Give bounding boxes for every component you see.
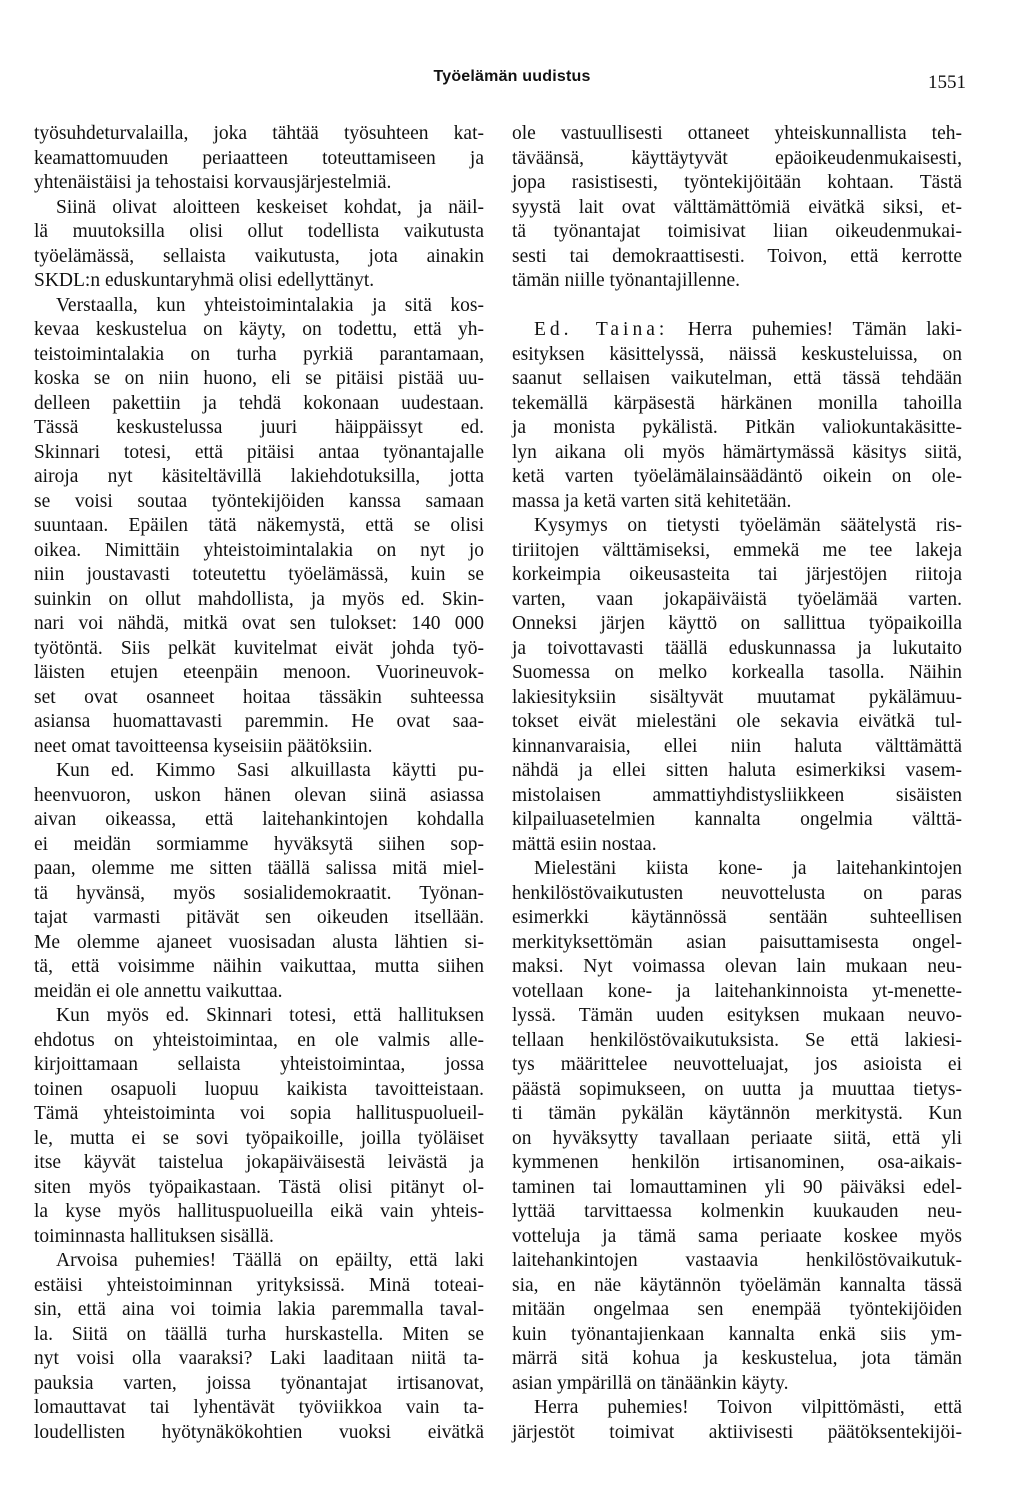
text-line: lyn aikana oli myös hämärtymässä käsitys siitä, xyxy=(512,441,962,463)
text-line: korkeimpia oikeusasteita tai järjestöjen riitoja xyxy=(512,564,962,585)
text-line: Kun ed. Kimmo Sasi alkuillasta käytti pu- xyxy=(56,760,484,781)
text-line: Suomessa on melko korkealla tasolla. Näihin xyxy=(512,662,962,683)
text-line: tokset eivät mielestäni ole sekavia eivätkä tul- xyxy=(512,711,962,732)
text-line: Me olemme ajaneet vuosisadan alusta lähtien si- xyxy=(34,931,484,953)
text-line: tekemällä kärpäsestä härkänen monilla tahoilla xyxy=(512,392,962,414)
text-line: lakiesityksiin sisältyvät muutamat pykälämuu- xyxy=(512,686,962,708)
text-line: tämän niille työnantajillenne. xyxy=(512,270,740,291)
text-line: työsuhdeturvalailla, joka tähtää työsuhteen kat- xyxy=(34,123,484,144)
text-line: SKDL:n eduskuntaryhmä olisi edellyttänyt. xyxy=(34,270,375,291)
text-line: mättä esiin nostaa. xyxy=(512,833,657,855)
text-line: märrä sitä kohua ja keskustelua, jota tämän xyxy=(512,1348,962,1369)
right-column xyxy=(512,122,962,1445)
text-line: ehdotus on yhteistoimintaa, en ole valmis alle- xyxy=(34,1029,484,1051)
paragraph xyxy=(512,318,962,514)
text-line: ja monista pykälistä. Pitkän valiokuntakäsitte- xyxy=(512,417,962,438)
text-line: Tässä keskustelussa juuri häippäissyt ed. xyxy=(34,417,484,438)
text-line: aivan oikeassa, että laitehankintojen kohdalla xyxy=(34,809,484,830)
text-line: suuntaan. Epäilen tätä näkemystä, että se olisi xyxy=(34,515,484,536)
text-line: syystä lait ovat välttämättömiä eivätkä siksi, et- xyxy=(512,196,962,218)
text-line: taminen tai lomauttaminen yli 90 päiväksi edel- xyxy=(512,1176,962,1198)
text-line: Skinnari totesi, että pitäisi antaa työnantajalle xyxy=(34,441,484,463)
text-line: Kysymys on tietysti työelämän säätelystä ris- xyxy=(534,515,962,536)
text-line: tiriitojen välttämiseksi, emmekä me tee lakeja xyxy=(512,539,962,561)
text-line: lä muutoksilla olisi ollut todellista vaikutusta xyxy=(34,221,484,242)
paragraph xyxy=(34,1249,484,1445)
text-line: lyssä. Tämän uuden esityksen mukaan neuvo- xyxy=(512,1005,962,1026)
paragraph xyxy=(512,122,962,294)
text-line: ti tämän pykälän käytännön merkitystä. Kun xyxy=(512,1103,962,1124)
text-line: koska se on niin huono, eli se pitäisi pistää uu- xyxy=(34,368,484,389)
text-line: läisten etujen eteenpäin menoon. Vuorineuvok- xyxy=(34,662,484,683)
text-line: heenvuoron, uskon hänen olevan siinä asiassa xyxy=(34,784,484,806)
paragraph xyxy=(34,759,484,1004)
text-line: Arvoisa puhemies! Täällä on epäilty, että laki xyxy=(56,1250,484,1271)
text-line: Herra puhemies! Toivon vilpittömästi, että xyxy=(534,1397,962,1418)
text-line: työelämässä, sellaista vaikutusta, jota ainakin xyxy=(34,245,484,267)
text-line: loudellisten hyötynäkökohtien vuoksi eivätkä xyxy=(34,1421,484,1443)
text-line: lyttää tarvittaessa kolmenkin kuukauden neu- xyxy=(512,1201,962,1222)
text-line: täväänsä, käyttäytyvät epäoikeudenmukaisesti, xyxy=(512,147,962,169)
text-line: siten myös työpaikastaan. Tästä olisi pitänyt ol- xyxy=(34,1176,484,1198)
paragraph xyxy=(34,1004,484,1249)
text-line: lomauttavat tai lyhentävät työviikkoa vain ta- xyxy=(34,1397,484,1418)
text-line: nähdä ja ellei sitten haluta esimerkiksi vasem- xyxy=(512,760,962,781)
text-line: asiansa huomattavasti paremmin. He ovat saa- xyxy=(34,711,484,732)
text-line: nyt voisi olla vaaraksi? Laki laaditaan niitä ta- xyxy=(34,1348,484,1369)
paragraph xyxy=(34,122,484,196)
text-line: kilpailuasetelmien kannalta ongelmia välttä- xyxy=(512,809,962,830)
text-line: la. Siitä on täällä turha hurskastella. Miten se xyxy=(34,1323,484,1345)
paragraph xyxy=(512,857,962,1396)
text-line: esityksen käsittelyssä, näissä keskusteluissa, on xyxy=(512,343,962,365)
text-line: kuin työnantajienkaan kannalta enkä siis ym- xyxy=(512,1323,962,1345)
text-line: Tämä yhteistoiminta voi sopia hallituspuolueil- xyxy=(34,1103,484,1124)
text-line: kymmenen henkilön irtisanominen, osa-aikais- xyxy=(512,1152,962,1173)
text-line: suinkin on ollut mahdollista, ja myös ed. Skin- xyxy=(34,588,484,610)
text-line: ketä varten työelämälainsäädäntö oikein on ole- xyxy=(512,466,962,487)
paragraph xyxy=(34,294,484,760)
text-line: tä hyvänsä, myös sosialidemokraatit. Työnan- xyxy=(34,882,484,904)
text-line xyxy=(512,318,962,343)
text-line: sesti tai demokraattisesti. Toivon, että kerrotte xyxy=(512,245,962,267)
left-column xyxy=(34,122,484,1445)
text-line: henkilöstövaikutusten neuvottelusta on paras xyxy=(512,882,962,904)
text-line: Verstaalla, kun yhteistoimintalakia ja sitä kos- xyxy=(56,294,484,316)
text-line: kirjoittamaan sellaista yhteistoimintaa, jossa xyxy=(34,1054,484,1075)
text-line: votellaan kone- ja laitehankinnoista yt-menette- xyxy=(512,980,962,1002)
text-line: mistolaisen ammattiyhdistysliikkeen sisäisten xyxy=(512,784,962,806)
text-line: kevaa keskustelua on käyty, on todettu, että yh- xyxy=(34,319,484,340)
paragraph xyxy=(34,196,484,294)
text-line: kinnanvaraisia, ellei niin haluta välttämättä xyxy=(512,735,962,757)
speech-text: Herra puhemies! Tämän laki- xyxy=(668,319,962,340)
text-line: Mielestäni kiista kone- ja laitehankintojen xyxy=(534,858,962,879)
text-line: itse käyvät taistelua jokapäiväisestä leivästä ja xyxy=(34,1152,484,1173)
text-line: se voisi soutaa työntekijöiden kanssa samaan xyxy=(34,490,484,512)
text-line: Siinä olivat aloitteen keskeiset kohdat, ja näil- xyxy=(56,196,484,218)
text-line: järjestöt toimivat aktiivisesti päätöksentekijöi- xyxy=(512,1421,962,1443)
text-line: laitehankintojen vastaavia henkilöstövaikutuk- xyxy=(512,1250,962,1271)
paragraph-gap xyxy=(512,294,962,319)
text-line: esimerkki käytännössä sentään suhteellisen xyxy=(512,907,962,928)
text-line: oikea. Nimittäin yhteistoimintalakia on nyt jo xyxy=(34,539,484,561)
text-line: la kyse myös hallituspuolueilla eikä vain yhteis- xyxy=(34,1201,484,1222)
text-line: tä työnantajat toimisivat liian oikeudenmukai- xyxy=(512,221,962,242)
text-line: mitään ongelmaa sen enempää työntekijöiden xyxy=(512,1299,962,1320)
text-line: set ovat osanneet hoitaa tässäkin suhteessa xyxy=(34,686,484,708)
text-line: niin joustavasti toteutettu työelämässä, kuin se xyxy=(34,564,484,585)
text-line: on hyväksytty tavallaan periaate siitä, että yli xyxy=(512,1127,962,1149)
text-line: tellaan henkilöstövaikutuksista. Se että lakiesi- xyxy=(512,1029,962,1051)
text-line: tajat varmasti pitävät sen oikeuden itsellään. xyxy=(34,907,484,928)
text-line: jopa rasistisesti, työntekijöitään kohtaan. Tästä xyxy=(512,172,962,193)
speaker-name: Ed. Taina: xyxy=(534,319,669,340)
text-line: votteluja ja tämä sama periaate koskee myös xyxy=(512,1225,962,1247)
text-line: ja toivottavasti täällä eduskunnassa ja lukutaito xyxy=(512,637,962,659)
text-line: sia, en näe käytännön työelämän kannalta tässä xyxy=(512,1274,962,1296)
page-number: 1551 xyxy=(928,72,966,93)
text-line: maksi. Nyt voimassa olevan lain mukaan neu- xyxy=(512,956,962,977)
text-line: toiminnasta hallituksen sisällä. xyxy=(34,1225,274,1247)
text-line: ei meidän sormiamme hyväksytä siihen sop- xyxy=(34,833,484,855)
text-line: teistoimintalakia on turha pyrkiä parantamaan, xyxy=(34,343,484,365)
text-line: massa ja ketä varten sitä kehitetään. xyxy=(512,490,792,512)
text-line: päästä sopimukseen, on uutta ja muuttaa tietys- xyxy=(512,1078,962,1100)
text-line: neet omat tavoitteensa kyseisiin päätöksiin. xyxy=(34,735,373,757)
page-header xyxy=(0,62,1024,92)
paragraph xyxy=(512,1396,962,1445)
text-line: varten, vaan jokapäiväistä työelämää varten. xyxy=(512,588,962,610)
text-line: asian ympärillä on tänäänkin käyty. xyxy=(512,1372,789,1394)
text-line: le, mutta ei se sovi työpaikoille, joilla työläiset xyxy=(34,1127,484,1149)
text-line: meidän ei ole annettu vaikuttaa. xyxy=(34,980,283,1002)
text-line: tä, että voisimme näihin vaikuttaa, mutta siihen xyxy=(34,956,484,977)
text-line: pauksia varten, joissa työnantajat irtisanovat, xyxy=(34,1372,484,1394)
text-line: työtöntä. Siis pelkät kuvitelmat eivät johda työ- xyxy=(34,637,484,659)
text-line: Kun myös ed. Skinnari totesi, että hallituksen xyxy=(56,1005,484,1026)
text-line: keamattomuuden periaatteen toteuttamiseen ja xyxy=(34,147,484,169)
paragraph xyxy=(512,514,962,857)
text-line: sin, että aina voi toimia lakia paremmalla taval- xyxy=(34,1299,484,1320)
text-line: ole vastuullisesti ottaneet yhteiskunnallista teh- xyxy=(512,123,962,144)
text-line: nari voi nähdä, mitkä ovat sen tulokset: 140 000 xyxy=(34,613,484,634)
text-line: merkityksettömän asian paisuttamisesta ongel- xyxy=(512,931,962,953)
text-line: Onneksi järjen käyttö on sallittua työpaikoilla xyxy=(512,613,962,634)
text-line: estäisi yhteistoiminnan yrityksissä. Minä toteai- xyxy=(34,1274,484,1296)
text-line: tys määrittelee neuvotteluajat, jos asioista ei xyxy=(512,1054,962,1075)
text-line: airoja nyt käsiteltävillä lakiehdotuksilla, jotta xyxy=(34,466,484,487)
text-line: delleen pakettiin ja tehdä kokonaan uudestaan. xyxy=(34,392,484,414)
text-line: paan, olemme me sitten täällä salissa mitä miel- xyxy=(34,858,484,879)
text-line: toinen osapuoli luopuu kaikista tavoitteistaan. xyxy=(34,1078,484,1100)
text-line: yhtenäistäisi ja tehostaisi korvausjärjestelmiä. xyxy=(34,172,392,193)
running-title: Työelämän uudistus xyxy=(433,68,591,85)
text-line: saanut sellaisen vaikutelman, että tässä tehdään xyxy=(512,368,962,389)
